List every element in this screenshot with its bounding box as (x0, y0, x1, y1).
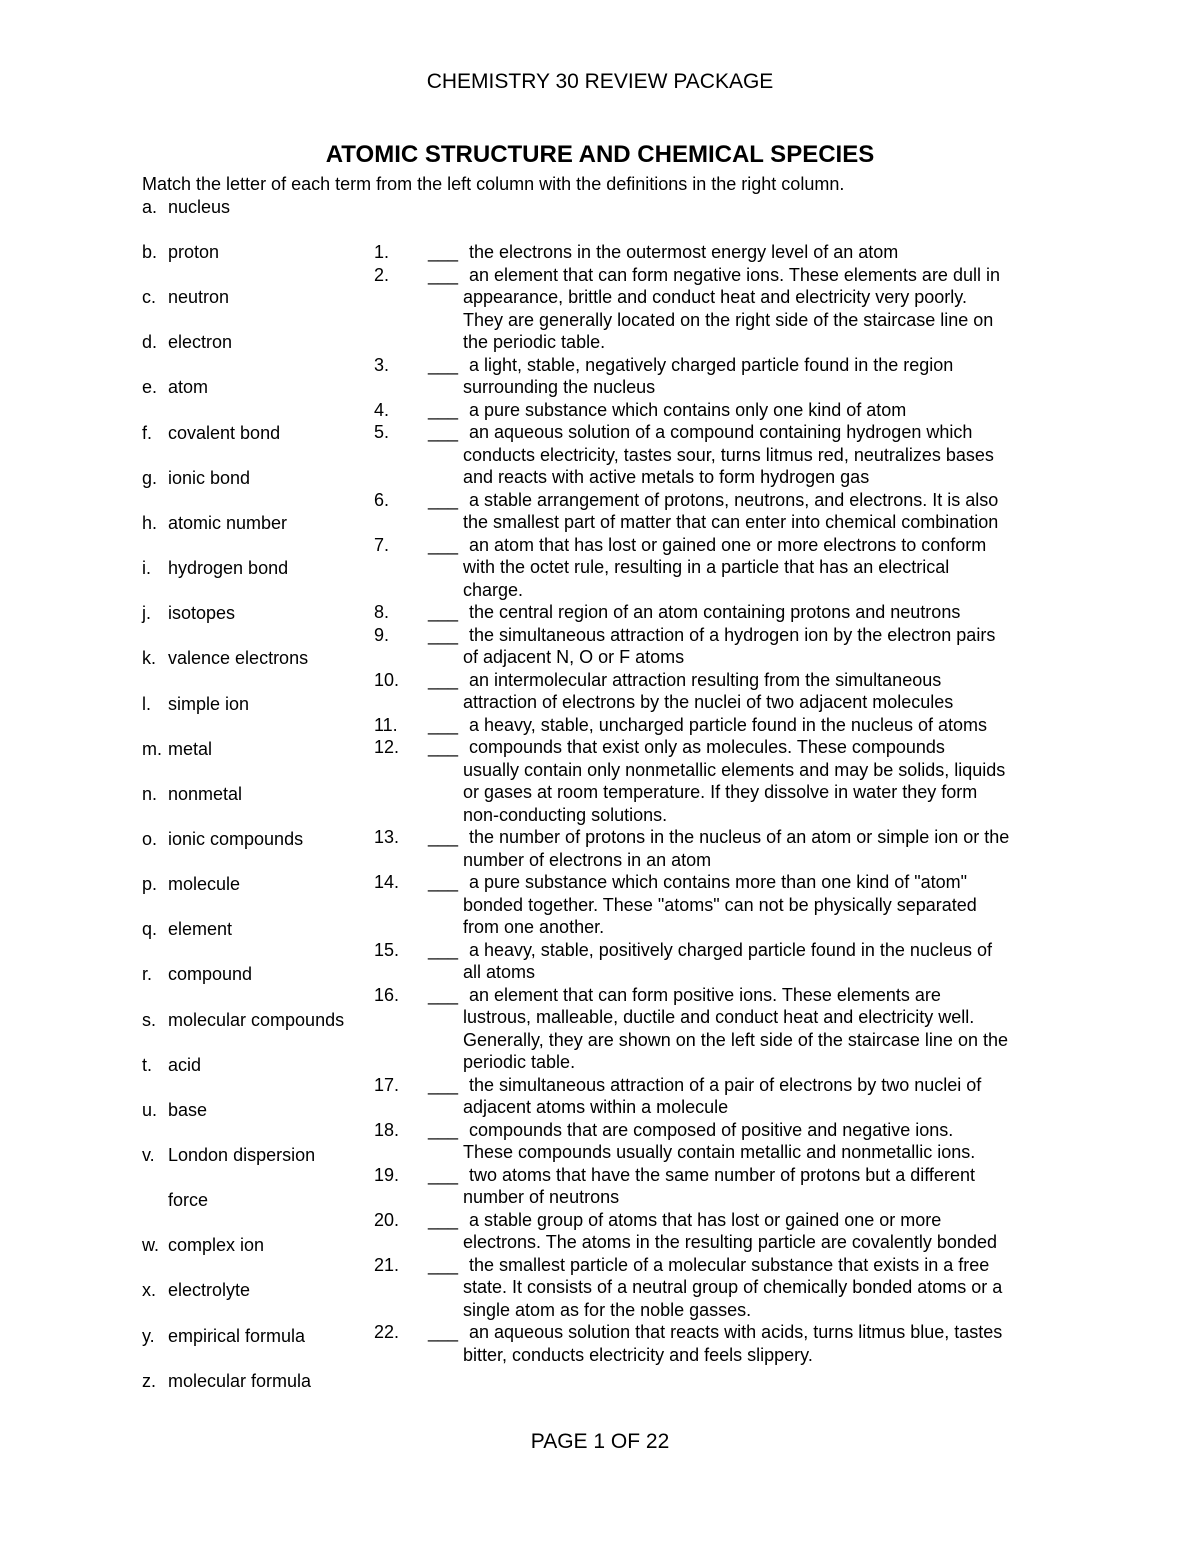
definition-item (374, 1074, 1094, 1119)
term-item (142, 693, 249, 716)
term-item (142, 918, 232, 941)
definition-item (374, 826, 1094, 871)
answer-blank[interactable]: ___ (428, 1254, 459, 1275)
term-letter: k. (142, 648, 157, 669)
definition-text (463, 624, 1063, 669)
definition-text (463, 241, 1063, 264)
definition-line: a heavy, stable, uncharged particle found in the nucleus of atoms (469, 714, 987, 735)
term-label: metal (168, 738, 213, 759)
page-header: CHEMISTRY 30 REVIEW PACKAGE (426, 70, 774, 93)
term-item (142, 1325, 305, 1348)
term-item (142, 557, 288, 580)
definition-number: 18. (374, 1119, 400, 1140)
term-item (142, 467, 250, 490)
definition-text (463, 1209, 1063, 1254)
term-label: force (168, 1190, 209, 1211)
term-letter: h. (142, 512, 158, 533)
term-letter: s. (142, 1009, 157, 1030)
term-label: empirical formula (168, 1325, 306, 1346)
definition-number: 13. (374, 827, 400, 847)
definition-number: 5. (374, 422, 390, 442)
definition-item (374, 421, 1094, 489)
answer-blank[interactable]: ___ (428, 714, 459, 735)
definition-item (374, 1119, 1094, 1164)
definition-item (374, 489, 1094, 534)
definition-item (374, 534, 1094, 602)
term-label: molecule (168, 874, 241, 895)
definition-text (463, 984, 1063, 1074)
definition-line: Generally, they are shown on the left side of the staircase line on the (463, 1029, 1008, 1050)
term-item (142, 241, 219, 264)
definition-line: charge. (463, 579, 524, 600)
definition-text (463, 1321, 1063, 1366)
definition-number: 19. (374, 1164, 400, 1185)
definition-text (463, 354, 1063, 399)
term-item (142, 1144, 315, 1167)
definition-number: 2. (374, 264, 390, 285)
term-label: atom (168, 377, 209, 398)
definition-line: compounds that are composed of positive and negative ions. (469, 1119, 954, 1140)
term-label: acid (168, 1054, 202, 1075)
answer-blank[interactable]: ___ (428, 939, 459, 960)
definition-line: conducts electricity, tastes sour, turns litmus red, neutralizes bases (463, 444, 994, 465)
definition-text (463, 669, 1063, 714)
page-footer: PAGE 1 OF 22 (530, 1430, 670, 1453)
definition-line: a stable arrangement of protons, neutrons, and electrons. It is also (469, 489, 999, 510)
term-label: electron (168, 332, 233, 353)
term-item (142, 1234, 264, 1257)
definition-line: They are generally located on the right side of the staircase line on (463, 309, 994, 330)
definition-number: 8. (374, 602, 390, 622)
term-label: simple ion (168, 693, 250, 714)
term-letter: d. (142, 332, 158, 353)
term-label: molecular formula (168, 1370, 312, 1391)
definition-line: of adjacent N, O or F atoms (463, 647, 685, 667)
definition-line: an element that can form positive ions. These elements are (469, 984, 941, 1005)
term-label: proton (168, 242, 220, 262)
term-item (142, 512, 287, 535)
definition-text (463, 826, 1063, 871)
definition-text (463, 601, 1063, 624)
definition-number: 17. (374, 1074, 400, 1095)
term-label: element (168, 919, 233, 940)
term-label: nonmetal (168, 783, 243, 804)
definition-line: bitter, conducts electricity and feels slippery. (463, 1344, 813, 1365)
answer-blank[interactable]: ___ (428, 737, 459, 757)
definition-number: 22. (374, 1322, 400, 1342)
definition-number: 1. (374, 242, 390, 262)
term-letter: x. (142, 1280, 157, 1301)
term-label: complex ion (168, 1235, 265, 1256)
definition-item (374, 399, 1094, 422)
definition-line: an element that can form negative ions. These elements are dull in (469, 264, 1000, 285)
definition-line: These compounds usually contain metallic and nonmetallic ions. (463, 1142, 976, 1162)
answer-blank[interactable]: ___ (428, 264, 459, 285)
term-letter: i. (142, 558, 151, 579)
term-item (142, 1370, 311, 1393)
term-item (142, 963, 252, 986)
definition-item (374, 736, 1094, 826)
definition-text (463, 1119, 1063, 1164)
definition-item (374, 624, 1094, 669)
term-label: neutron (168, 287, 230, 308)
definition-line: all atoms (463, 962, 536, 982)
term-label: London dispersion (168, 1145, 316, 1165)
term-item (142, 376, 208, 399)
definition-line: a heavy, stable, positively charged particle found in the nucleus of (469, 939, 992, 960)
definition-line: lustrous, malleable, ductile and conduct heat and electricity well. (463, 1007, 975, 1027)
definition-number: 4. (374, 399, 390, 420)
term-letter: t. (142, 1054, 153, 1075)
term-item (142, 873, 240, 896)
term-letter: m. (142, 738, 162, 759)
answer-blank[interactable]: ___ (428, 354, 459, 375)
term-letter: r. (142, 964, 153, 985)
term-letter: a. (142, 197, 158, 217)
term-letter: e. (142, 377, 158, 398)
answer-blank[interactable]: ___ (428, 1322, 459, 1342)
definition-line: and reacts with active metals to form hydrogen gas (463, 467, 870, 487)
definition-text (463, 264, 1063, 354)
answer-blank[interactable]: ___ (428, 242, 459, 262)
definition-number: 7. (374, 534, 390, 555)
answer-blank[interactable]: ___ (428, 1209, 459, 1230)
answer-blank[interactable]: ___ (428, 624, 459, 645)
term-item (142, 1189, 208, 1212)
definition-item (374, 984, 1094, 1074)
definition-number: 6. (374, 489, 390, 510)
answer-blank[interactable]: ___ (428, 399, 459, 420)
definition-text (463, 939, 1063, 984)
definition-line: or gases at room temperature. If they dissolve in water they form (463, 782, 978, 802)
definition-line: number of neutrons (463, 1187, 620, 1207)
definition-line: a light, stable, negatively charged particle found in the region (469, 354, 954, 375)
definition-item (374, 1209, 1094, 1254)
answer-blank[interactable]: ___ (428, 1164, 459, 1185)
term-label: valence electrons (168, 648, 309, 669)
definition-number: 9. (374, 624, 390, 645)
term-item (142, 286, 229, 309)
term-item (142, 828, 303, 851)
term-letter: g. (142, 467, 158, 488)
definition-line: the periodic table. (463, 332, 606, 352)
definition-line: an atom that has lost or gained one or more electrons to conform (469, 534, 987, 555)
instructions: Match the letter of each term from the left column with the definitions in the right column. (142, 174, 845, 194)
answer-blank[interactable]: ___ (428, 489, 459, 510)
term-letter: u. (142, 1099, 158, 1120)
definition-line: the simultaneous attraction of a pair of electrons by two nuclei of (469, 1074, 982, 1095)
definition-line: compounds that exist only as molecules. These compounds (469, 737, 945, 757)
definition-text (463, 421, 1063, 489)
term-label: electrolyte (168, 1280, 251, 1301)
definition-line: state. It consists of a neutral group of chemically bonded atoms or a (463, 1277, 1003, 1297)
section-title: ATOMIC STRUCTURE AND CHEMICAL SPECIES (325, 141, 875, 168)
definition-item (374, 1164, 1094, 1209)
definition-line: a stable group of atoms that has lost or gained one or more (469, 1209, 942, 1230)
definition-line: appearance, brittle and conduct heat and electricity very poorly. (463, 287, 967, 307)
answer-blank[interactable]: ___ (428, 872, 459, 892)
definition-item (374, 264, 1094, 354)
definition-number: 10. (374, 669, 400, 690)
term-item (142, 196, 230, 219)
definition-line: bonded together. These "atoms" can not be physically separated (463, 894, 977, 915)
definition-item (374, 939, 1094, 984)
definition-line: the simultaneous attraction of a hydrogen ion by the electron pairs (469, 624, 996, 645)
definition-number: 12. (374, 737, 400, 757)
term-label: molecular compounds (168, 1009, 345, 1030)
definition-line: periodic table. (463, 1052, 576, 1072)
term-letter: n. (142, 783, 158, 804)
term-letter: l. (142, 693, 151, 714)
term-letter: o. (142, 828, 158, 849)
term-item (142, 602, 235, 625)
definition-line: a pure substance which contains only one kind of atom (469, 399, 907, 420)
definition-line: the smallest part of matter that can enter into chemical combination (463, 512, 999, 532)
definition-line: from one another. (463, 917, 605, 937)
definition-line: two atoms that have the same number of protons but a different (469, 1164, 975, 1185)
term-item (142, 1279, 250, 1302)
term-item (142, 1099, 207, 1122)
answer-blank[interactable]: ___ (428, 422, 459, 442)
answer-blank[interactable]: ___ (428, 534, 459, 555)
answer-blank[interactable]: ___ (428, 984, 459, 1005)
term-label: ionic compounds (168, 828, 304, 849)
definition-line: attraction of electrons by the nuclei of two adjacent molecules (463, 692, 954, 712)
definition-text (463, 1074, 1063, 1119)
answer-blank[interactable]: ___ (428, 1074, 459, 1095)
definition-item (374, 601, 1094, 624)
term-letter: j. (142, 603, 151, 624)
term-item (142, 1054, 201, 1077)
term-item (142, 1009, 344, 1032)
definition-line: the electrons in the outermost energy level of an atom (469, 242, 899, 262)
term-letter: w. (142, 1235, 160, 1256)
definition-item (374, 669, 1094, 714)
definition-text (463, 489, 1063, 534)
term-letter: b. (142, 242, 158, 262)
definition-number: 21. (374, 1254, 400, 1275)
definition-item (374, 354, 1094, 399)
definition-number: 14. (374, 872, 400, 892)
term-letter: y. (142, 1325, 155, 1346)
definition-item (374, 714, 1094, 737)
definition-text (463, 534, 1063, 602)
term-letter: v. (142, 1145, 155, 1165)
definition-item (374, 1321, 1094, 1366)
answer-blank[interactable]: ___ (428, 602, 459, 622)
definition-text (463, 1164, 1063, 1209)
term-letter: c. (142, 287, 157, 308)
term-label: covalent bond (168, 422, 281, 443)
term-label: hydrogen bond (168, 558, 289, 579)
definition-number: 16. (374, 984, 400, 1005)
definition-line: adjacent atoms within a molecule (463, 1097, 729, 1117)
definition-line: usually contain only nonmetallic elements and may be solids, liquids (463, 759, 1006, 780)
term-item (142, 422, 280, 445)
definition-line: number of electrons in an atom (463, 849, 712, 870)
term-item (142, 738, 212, 761)
definition-line: surrounding the nucleus (463, 377, 656, 397)
term-label: base (168, 1099, 208, 1120)
definition-line: the smallest particle of a molecular substance that exists in a free (469, 1254, 990, 1275)
term-label: ionic bond (168, 467, 251, 488)
definition-line: an intermolecular attraction resulting from the simultaneous (469, 669, 942, 690)
term-item (142, 331, 232, 354)
definition-line: with the octet rule, resulting in a particle that has an electrical (463, 557, 950, 577)
definition-line: single atom as for the noble gasses. (463, 1299, 752, 1320)
definition-text (463, 1254, 1063, 1322)
definition-line: an aqueous solution that reacts with acids, turns litmus blue, tastes (469, 1322, 1003, 1342)
term-label: compound (168, 964, 253, 985)
answer-blank[interactable]: ___ (428, 669, 459, 690)
definition-line: the central region of an atom containing protons and neutrons (469, 602, 961, 622)
term-item (142, 647, 308, 670)
term-letter: p. (142, 874, 158, 895)
term-label: nucleus (168, 197, 231, 217)
definition-text (463, 736, 1063, 826)
definition-item (374, 871, 1094, 939)
term-letter: z. (142, 1370, 157, 1391)
definition-text (463, 714, 1063, 737)
definition-number: 11. (374, 714, 398, 735)
definition-line: a pure substance which contains more than one kind of "atom" (469, 872, 968, 892)
answer-blank[interactable]: ___ (428, 1119, 459, 1140)
definition-text (463, 399, 1063, 422)
definition-line: the number of protons in the nucleus of an atom or simple ion or the (469, 827, 1010, 847)
definition-text (463, 871, 1063, 939)
term-letter: q. (142, 919, 158, 940)
definition-item (374, 241, 1094, 264)
definition-line: an aqueous solution of a compound containing hydrogen which (469, 422, 973, 442)
answer-blank[interactable]: ___ (428, 827, 459, 847)
definition-number: 20. (374, 1209, 400, 1230)
definition-number: 3. (374, 354, 390, 375)
term-item (142, 783, 242, 806)
term-letter: f. (142, 422, 153, 443)
term-label: isotopes (168, 603, 236, 624)
definition-item (374, 1254, 1094, 1322)
definition-line: electrons. The atoms in the resulting particle are covalently bonded (463, 1232, 997, 1252)
definition-line: non-conducting solutions. (463, 804, 668, 825)
term-label: atomic number (168, 512, 288, 533)
definition-number: 15. (374, 939, 400, 960)
